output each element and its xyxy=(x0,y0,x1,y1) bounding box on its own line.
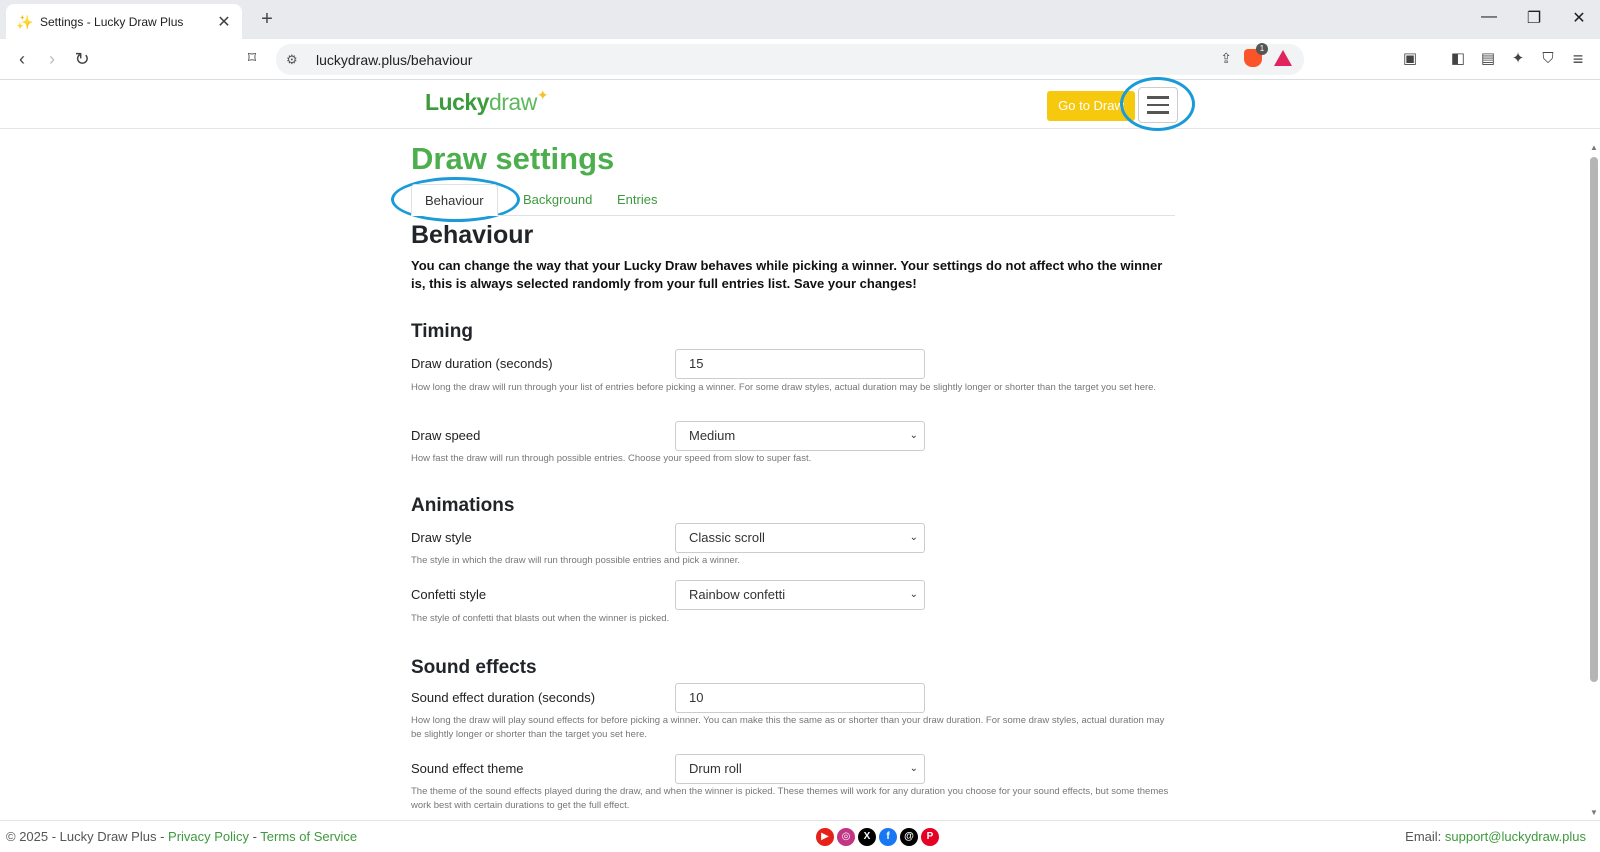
sidebar-icon[interactable]: ◧ xyxy=(1450,50,1466,67)
scroll-up-icon[interactable]: ▲ xyxy=(1590,143,1598,152)
shields-count-badge: 1 xyxy=(1256,43,1268,55)
timing-heading: Timing xyxy=(411,321,473,342)
browser-menu-icon[interactable]: ≡ xyxy=(1572,49,1584,69)
forward-icon[interactable]: › xyxy=(49,49,55,69)
privacy-policy-link[interactable]: Privacy Policy xyxy=(168,829,249,844)
draw-duration-help: How long the draw will run through your list of entries before picking a winner. For some draw styles, actual duration may be slightly longer or shorter than the target you set here. xyxy=(411,382,1157,393)
settings-tabs xyxy=(411,184,1175,216)
lucky-draw-logo[interactable] xyxy=(425,89,548,116)
close-tab-icon[interactable]: ✕ xyxy=(217,13,231,31)
minimize-icon[interactable]: — xyxy=(1481,8,1497,25)
omnibox-actions xyxy=(1220,44,1292,67)
footer-left xyxy=(6,829,357,844)
reader-mode-icon[interactable]: ▣ xyxy=(1402,50,1418,67)
tab-title: Settings - Lucky Draw Plus xyxy=(40,14,184,29)
browser-tabstrip xyxy=(0,0,1600,39)
tab-entries[interactable]: Entries xyxy=(617,192,658,207)
draw-speed-select[interactable] xyxy=(675,421,925,451)
draw-style-help: The style in which the draw will run through possible entries and pick a winner. xyxy=(411,555,740,566)
reload-icon[interactable]: ↻ xyxy=(74,49,90,69)
confetti-style-label: Confetti style xyxy=(411,587,487,602)
scrollbar-thumb[interactable] xyxy=(1590,157,1598,682)
chevron-down-icon: ⌄ xyxy=(909,763,918,774)
terms-of-service-link[interactable]: Terms of Service xyxy=(260,829,358,844)
copyright-text: © 2025 - Lucky Draw Plus - xyxy=(6,829,169,844)
chevron-down-icon: ⌄ xyxy=(909,430,918,441)
draw-speed-value: Medium xyxy=(689,428,736,443)
logo-draw-text: draw xyxy=(488,89,537,115)
chevron-down-icon: ⌄ xyxy=(909,532,918,543)
site-header xyxy=(0,81,1600,129)
footer-separator: - xyxy=(248,829,261,844)
sound-theme-select[interactable] xyxy=(675,754,925,784)
close-window-icon[interactable]: ✕ xyxy=(1572,10,1586,27)
new-tab-icon[interactable]: + xyxy=(261,8,273,30)
sparkle-icon: ✨ xyxy=(16,13,34,30)
wallet-icon[interactable]: ▤ xyxy=(1480,50,1496,67)
confetti-style-value: Rainbow confetti xyxy=(689,587,786,602)
sound-duration-help: How long the draw will play sound effects for before picking a winner. You can make this the same as or shorter than your draw duration. For some draw styles, actual duration may be slightly longer or shorter than the target you set here. xyxy=(411,715,1165,740)
browser-tab[interactable] xyxy=(6,4,242,39)
logo-sparkle-icon: ✦ xyxy=(536,87,549,103)
support-email-link[interactable]: support@luckydraw.plus xyxy=(1444,829,1586,844)
pinterest-icon[interactable]: P xyxy=(921,828,939,846)
draw-speed-help: How fast the draw will run through possible entries. Choose your speed from slow to super fast. xyxy=(411,453,812,464)
sound-theme-value: Drum roll xyxy=(689,761,742,776)
intro-text: You can change the way that your Lucky Draw behaves while picking a winner. Your settings do not affect who the winner is, this is always selected randomly from your full entries list. Save your changes! xyxy=(411,258,1163,291)
animations-heading: Animations xyxy=(411,495,515,516)
footer-right xyxy=(1405,829,1586,844)
page-title: Draw settings xyxy=(411,141,615,176)
tab-behaviour[interactable]: Behaviour xyxy=(411,184,498,216)
draw-duration-label: Draw duration (seconds) xyxy=(411,356,553,371)
browser-toolbar xyxy=(0,39,1600,80)
x-icon[interactable]: X xyxy=(858,828,876,846)
section-title: Behaviour xyxy=(411,221,534,249)
scroll-down-icon[interactable]: ▼ xyxy=(1590,808,1598,817)
chevron-down-icon: ⌄ xyxy=(909,589,918,600)
sound-effects-heading: Sound effects xyxy=(411,657,537,678)
draw-duration-input[interactable]: 15 xyxy=(675,349,925,379)
back-icon[interactable]: ‹ xyxy=(19,49,25,69)
draw-style-label: Draw style xyxy=(411,530,472,545)
instagram-icon[interactable]: ◎ xyxy=(837,828,855,846)
social-links xyxy=(816,828,939,846)
leo-ai-icon[interactable]: ✦ xyxy=(1511,50,1525,67)
draw-style-value: Classic scroll xyxy=(689,530,765,545)
address-bar[interactable] xyxy=(276,44,1304,75)
sound-theme-help: The theme of the sound effects played during the draw, and when the winner is picked. These themes will work for any duration you choose for your sound effects, but some themes work best with certain durations to get the full effect. xyxy=(411,786,1169,811)
page-scrollbar[interactable] xyxy=(1588,143,1600,819)
hamburger-menu-icon[interactable] xyxy=(1138,87,1178,123)
logo-lucky-text: Lucky xyxy=(425,89,489,115)
tab-background[interactable]: Background xyxy=(523,192,593,207)
restore-icon[interactable]: ❐ xyxy=(1526,10,1542,27)
confetti-style-help: The style of confetti that blasts out when the winner is picked. xyxy=(411,613,670,624)
draw-style-select[interactable] xyxy=(675,523,925,553)
vpn-icon[interactable]: ⛉ xyxy=(1542,50,1554,67)
facebook-icon[interactable]: f xyxy=(879,828,897,846)
share-icon[interactable]: ⇪ xyxy=(1220,49,1232,66)
brave-rewards-icon[interactable] xyxy=(1274,50,1292,66)
url-text[interactable]: luckydraw.plus/behaviour xyxy=(316,51,473,68)
site-settings-icon[interactable]: ⚙ xyxy=(286,51,298,67)
site-footer xyxy=(0,820,1600,852)
draw-speed-label: Draw speed xyxy=(411,428,481,443)
confetti-style-select[interactable] xyxy=(675,580,925,610)
go-to-draw-button[interactable]: Go to Draw xyxy=(1047,91,1135,121)
brave-shields-icon[interactable] xyxy=(1244,44,1265,67)
email-label: Email: xyxy=(1405,829,1445,844)
threads-icon[interactable]: @ xyxy=(900,828,918,846)
bookmark-icon[interactable]: ⌑ xyxy=(247,50,257,67)
sound-duration-label: Sound effect duration (seconds) xyxy=(411,690,596,705)
sound-theme-label: Sound effect theme xyxy=(411,761,524,776)
youtube-icon[interactable]: ▶ xyxy=(816,828,834,846)
sound-duration-input[interactable]: 10 xyxy=(675,683,925,713)
